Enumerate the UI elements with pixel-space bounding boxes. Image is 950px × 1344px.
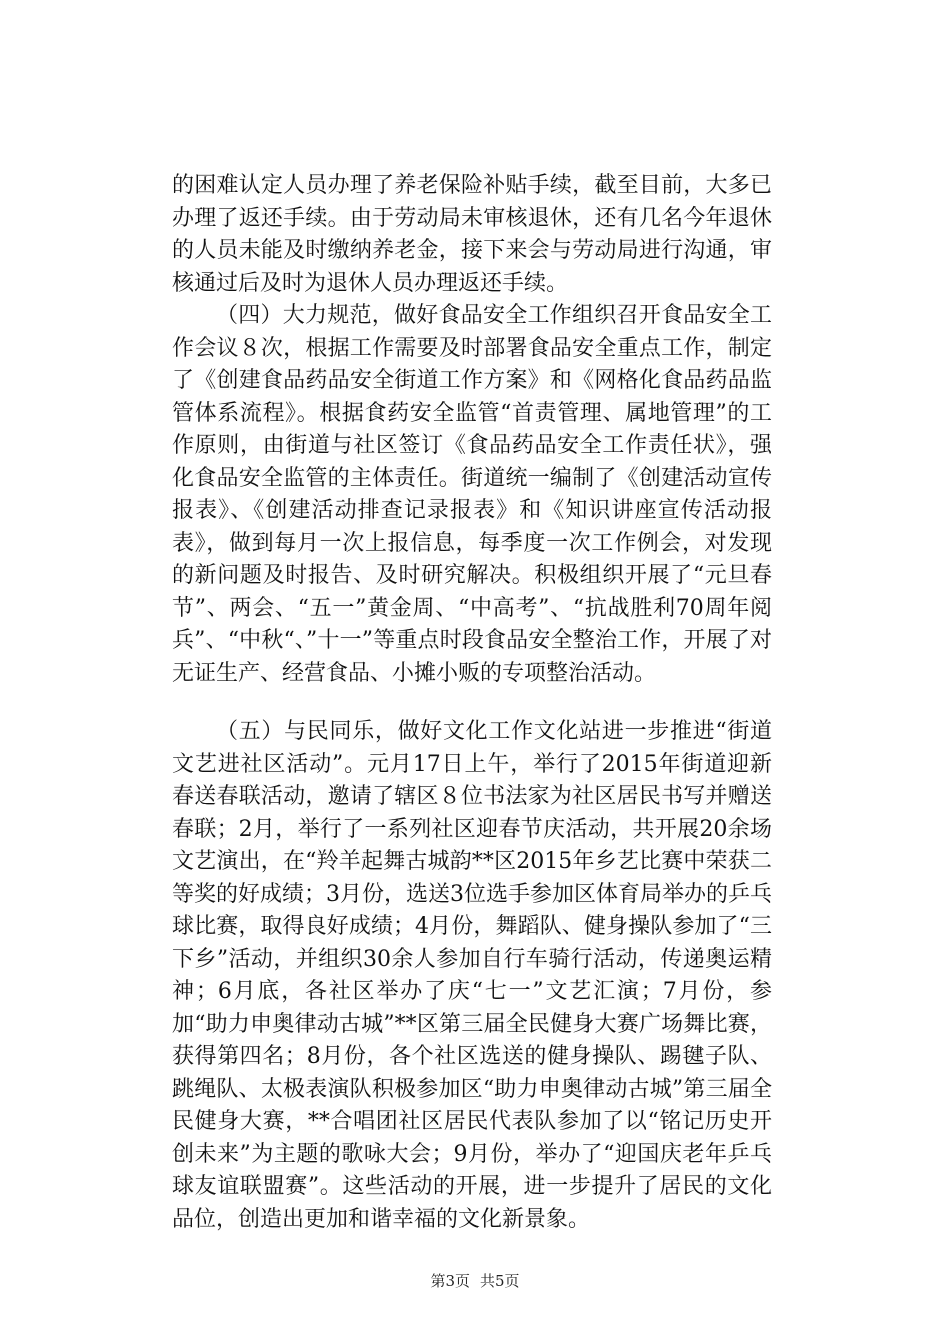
paragraph-continued: 的困难认定人员办理了养老保险补贴手续，截至目前，大多已办理了返还手续。由于劳动局未审核退休，还有几名今年退休的人员未能及时缴纳养老金，接下来会与劳动局进行沟通，审核通过后及时为退休人员办理返还手续。 xyxy=(172,173,772,296)
paragraph-culture-work: （五）与民同乐，做好文化工作文化站进一步推进“街道文艺进社区活动”。元月17日上午，举行了2015年街道迎新春送春联活动，邀请了辖区８位书法家为社区居民书写并赠送春联；2月，举行了一系列社区迎春节庆活动，共开展20余场文艺演出，在“羚羊起舞古城韵**区2015年乡艺比赛中荣获二等奖的好成绩；3月份，选送3位选手参加区体育局举办的乒乓球比赛，取得良好成绩；4月份，舞蹈队、健身操队参加了“三下乡”活动，并组织30余人参加自行车骑行活动，传递奥运精神；6月底，各社区举办了庆“七一”文艺汇演；7月份，参加“助力申奥律动古城”**区第三届全民健身大赛广场舞比赛，获得第四名；8月份，各个社区选送的健身操队、踢毽子队、跳绳队、太极表演队积极参加区“助力申奥律动古城”第三届全民健身大赛，**合唱团社区居民代表队参加了以“铭记历史开创未来”为主题的歌咏大会；9月份，举办了“迎国庆老年乒乓球友谊联盟赛”。这些活动的开展，进一步提升了居民的文化品位，创造出更加和谐幸福的文化新景象。 xyxy=(172,719,772,1232)
page-number: 第3页 xyxy=(430,1272,470,1290)
page-total: 共5页 xyxy=(480,1272,520,1290)
paragraph-food-safety: （四）大力规范，做好食品安全工作组织召开食品安全工作会议８次，根据工作需要及时部署食品安全重点工作，制定了《创建食品药品安全街道工作方案》和《网格化食品药品监管体系流程》。根据食药安全监管“首责管理、属地管理”的工作原则，由街道与社区签订《食品药品安全工作责任状》，强化食品安全监管的主体责任。街道统一编制了《创建活动宣传报表》、《创建活动排查记录报表》和《知识讲座宣传活动报表》，做到每月一次上报信息，每季度一次工作例会，对发现的新问题及时报告、及时研究解决。积极组织开展了“元旦春节”、两会、“五一”黄金周、“中高考”、“抗战胜利70周年阅兵”、“中秋“、”十一”等重点时段食品安全整治工作，开展了对无证生产、经营食品、小摊小贩的专项整治活动。 xyxy=(172,303,772,686)
document-body xyxy=(172,170,772,1236)
page-footer xyxy=(0,1270,950,1291)
